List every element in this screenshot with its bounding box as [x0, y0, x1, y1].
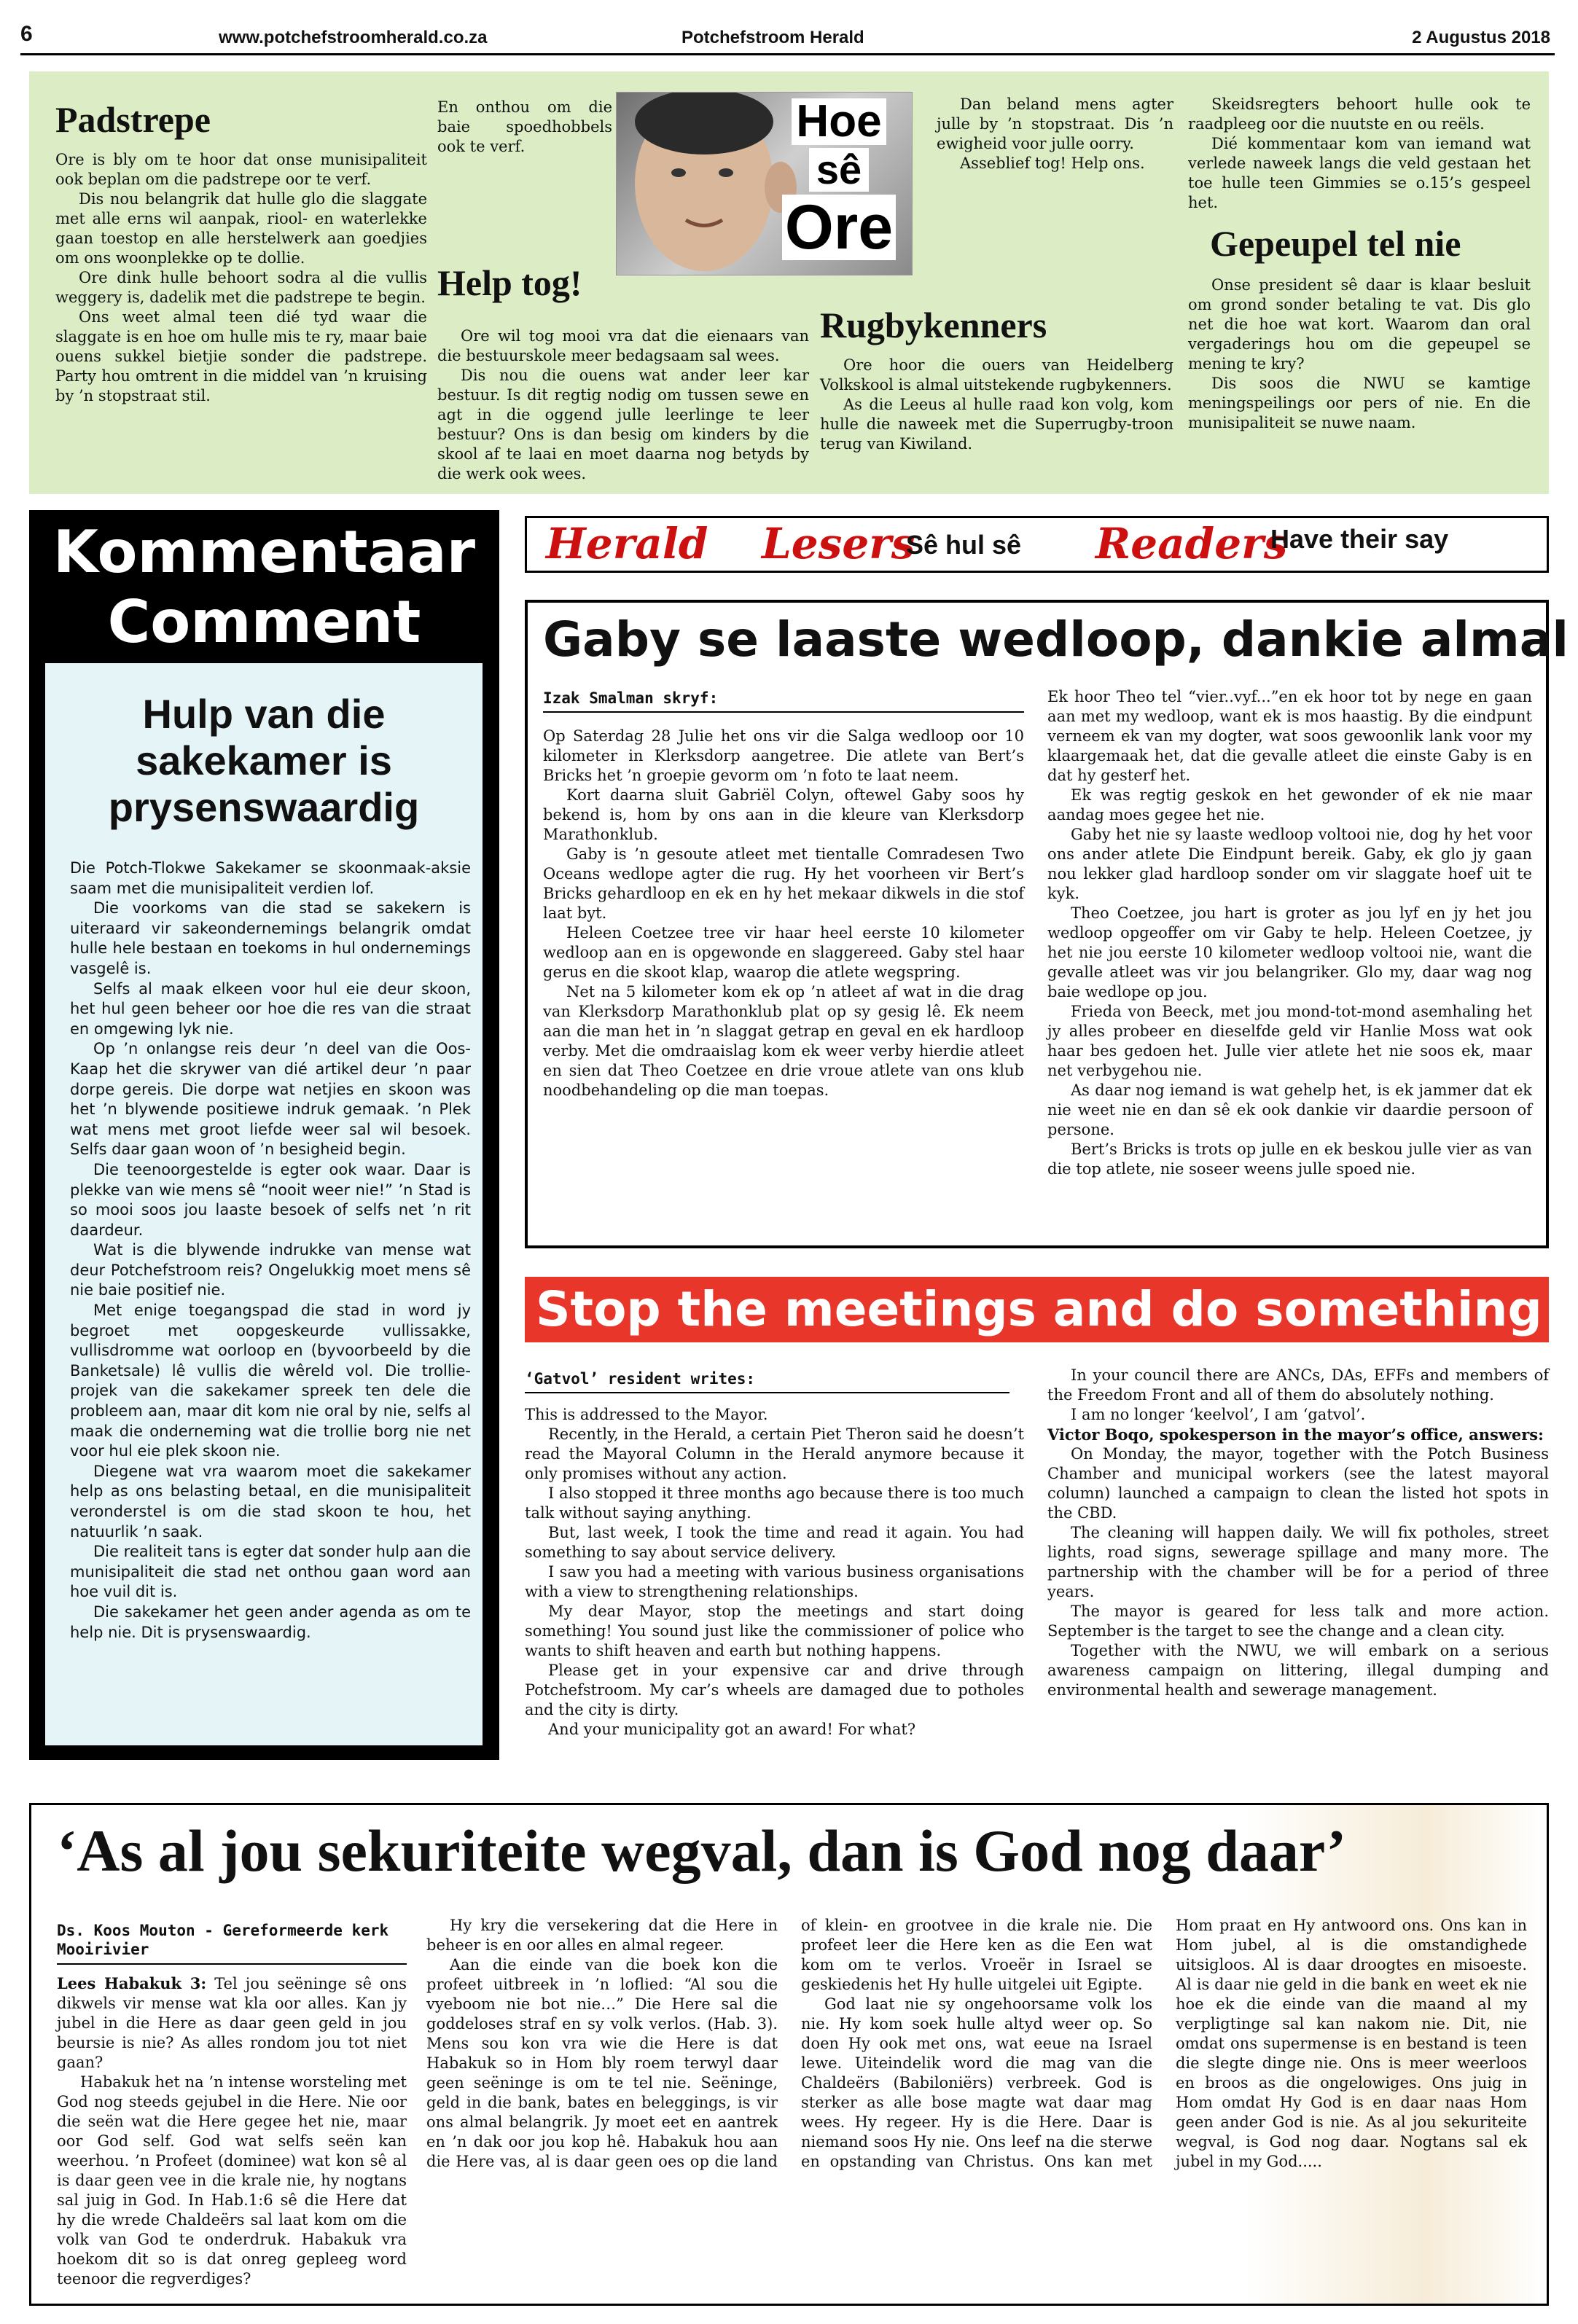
banner-readers: Readers: [1095, 519, 1288, 568]
paragraph: Die sakekamer het geen ander agenda as om te help nie. Dit is prysenswaardig.: [70, 1603, 471, 1641]
paragraph: Onse president sê daar is klaar besluit om grond sonder betaling te vat. Dis glo net die hoe wat kort. Waarom dan oral vergaderings hou om die gepeupel se mening te kry?: [1188, 276, 1531, 372]
paragraph: Dis nou belangrik dat hulle glo die slaggate met alle erns wil aanpak, riool- en waterlekke gaan toestop en alle herstelwerk aan goedjies om ons woonplekke op te dollie.: [55, 190, 427, 267]
paragraph: Aan die einde van die boek kon die profeet uitbreek in ’n loflied: “Al sou die vyeboom nie bot nie…” Die Here sal die goddeloses straf en sy volk verlos. (Hab. 3). Mens sou kon vra wie die Here is dat Habakuk so in Hom bly roem terwyl daar geen seëninge is om te tel nie. Seëninge, geld in die bank, bates en beleggings, is vir ons almal belangrik. Jy moet eet en aantrek en ’n dak oor jou kop hê. Habakuk hou aan die Here vas, al is daar geen oes op die land of klein- en grootvee in die krale nie. Die profeet leer die Here ken as die Een wat kom om te verlos. Vroeër in Israel se geskiedenis het Hy hulle uitgelei uit Egipte.: [426, 1917, 1152, 2170]
paragraph: En onthou om die baie spoedhobbels ook te verf.: [437, 98, 612, 155]
paragraph: Hy kry die versekering dat die Here in beheer is en oor alles en almal regeer.: [426, 1917, 778, 1954]
issue-date: 2 Augustus 2018: [1412, 28, 1550, 47]
paragraph: Die voorkoms van die stad se sakekern is uiteraard vir sakeondernemings belangrik omdat hulle hele bestaan en toekoms in hul ondernemings vasgelê is.: [70, 899, 471, 977]
letters-banner: [525, 516, 1549, 573]
logo-ore: Ore: [782, 195, 896, 260]
paragraph: In your council there are ANCs, DAs, EFFs and members of the Freedom Front and all of them do absolutely nothing.: [1047, 1366, 1549, 1404]
church-column-title: ‘As al jou sekuriteite wegval, dan is God nog daar’: [57, 1818, 1347, 1884]
paragraph: My dear Mayor, stop the meetings and start doing something! You sound just like the commissioner of police who wants to shift heaven and earth but nothing happens.: [525, 1603, 1024, 1659]
paragraph: Ore hoor die ouers van Heidelberg Volkskool is almal uitstekende rugbykenners.: [820, 356, 1173, 394]
paragraph: Skeidsregters behoort hulle ook te raadpleeg oor die nuutste en ou reëls.: [1188, 95, 1531, 133]
paragraph: Theo Coetzee, jou hart is groter as jou lyf en jy het jou wedloop opgeoffer om vir Gaby te help. Heleen Coetzee, jy het nie jou eerste 10 kilometer wedloop voltooi nie, want die gevalle atleet was vir jou belangriker. Glo my, daar wag nog baie wedlope op jou.: [1047, 904, 1532, 1001]
help-tog-continued: [937, 95, 1173, 173]
website-url[interactable]: www.potchefstroomherald.co.za: [219, 28, 488, 47]
banner-herald: Herald: [546, 519, 708, 568]
byline-rule: [57, 1963, 407, 1965]
logo-se: sê: [809, 148, 869, 192]
paragraph: Gaby is ’n gesoute atleet met tientalle Comradesen Two Oceans wedlope agter die rug. Hy het voorheen vir Bert’s Bricks gehardloop en ek en hy het mekaar dikwels in die stof laat byt.: [543, 845, 1024, 922]
paragraph: God laat nie sy ongehoorsame volk los nie. Hy kom soek hulle altyd weer op. So doen Hy ook met ons, wat eeue na Israel lewe. Uiteindelik word die mag van die Chaldeërs (Babiloniërs) verbreek. God is sterker as alle bose magte wat daar mag wees. Hy regeer. Hy is die Here. Daar is niemand soos Hy nie. Ons leef na die sterwe en opstanding van Christus. Ons kan met Hom praat en Hy antwoord ons. Ons kan in Hom jubel, al is die omstandighede uitsigloos. Al is daar droogtes en misoeste. Al is daar nie geld in die bank en weet ek nie hoe ek die einde van die maand al my verpligtinge sal kan nakom nie. Dit, nie omdat ons supermense is en bestand is teen die slegte dinge nie. Ons is meer weerloos en broos as die ongelowiges. Ons juig in Hom omdat Hy God is en daar naas Hom geen ander God is nie. As al jou sekuriteite wegval, is God nog daar. Nogtans sal ek jubel in my God.....: [801, 1917, 1527, 2170]
paragraph: This is addressed to the Mayor.: [525, 1406, 768, 1423]
church-byline: Ds. Koos Mouton - Gereformeerde kerk Mooirivier: [57, 1922, 389, 1958]
scripture-reference: Lees Habakuk 3:: [57, 1974, 207, 1992]
paragraph: Bert’s Bricks is trots op julle en ek beskou julle vier as van die top atlete, nie soseer weens julle spoed nie.: [1047, 1141, 1532, 1178]
paragraph: Diegene wat vra waarom moet die sakekamer help as ons belasting betaal, en die munisipaliteit veronderstel is om die stad skoon te hou, het natuurlik ’n saak.: [70, 1462, 471, 1541]
paragraph: As daar nog iemand is wat gehelp het, is ek jammer dat ek nie weet nie en dan sê ek ook dankie vir daardie persoon of persone.: [1047, 1081, 1532, 1138]
paragraph: Please get in your expensive car and drive through Potchefstroom. My car’s wheels are damaged due to potholes and the city is dirty.: [525, 1662, 1024, 1718]
paper-name: Potchefstroom Herald: [681, 28, 864, 47]
letter-gaby-title: Gaby se laaste wedloop, dankie almal: [543, 611, 1569, 668]
paragraph: Heleen Coetzee tree vir haar heel eerste 10 kilometer wedloop aan en is opgewonde en slaggereed. Gaby stel haar gerus en die skoot klap, waarop die atlete wegspring.: [543, 924, 1024, 981]
paragraph: Op ’n onlangse reis deur ’n deel van die Oos-Kaap het die skrywer van dié artikel deur ’n paar dorpe gereis. Die dorpe wat netjies en skoon was het ’n blywende positiewe indruk gemaak. ’n Plek wat mens met groot liefde weer sal wil besoek. Selfs daar gaan woon of ’n besigheid begin.: [70, 1040, 471, 1159]
gepeupel-title: Gepeupel tel nie: [1210, 223, 1461, 264]
paragraph: Dan beland mens agter julle by ’n stopstraat. Dis ’n ewigheid voor julle oorry.: [937, 95, 1173, 152]
paragraph: Die realiteit tans is egter dat sonder hulp aan die munisipaliteit die stad net onthou gaan word aan hoe vuil dit is.: [70, 1543, 471, 1601]
paragraph: Ore is bly om te hoor dat onse munisipaliteit ook beplan om die padstrepe oor te verf.: [55, 151, 427, 188]
paragraph: Die teenoorgestelde is egter ook waar. Daar is plekke van wie mens sê “nooit weer nie!” ’n Stad is so mooi soos jou laaste besoek of selfs net ’n rit daardeur.: [70, 1160, 471, 1239]
reply-heading: Victor Boqo, spokesperson in the mayor’s office, answers:: [1047, 1425, 1544, 1444]
paragraph: Ek hoor Theo tel “vier..vyf...”en ek hoor tot by nege en gaan aan met my wedloop, want ek is mos haastig. By die eindpunt verneem ek van my dogter, wat soos gewoonlik lank voor my klaargemaak het, dat die gevalle atleet die einste Gaby is en dat hy gesterf het.: [1047, 688, 1532, 784]
header-rule: [20, 53, 1555, 55]
paragraph: I also stopped it three months ago because there is too much talk without saying anything.: [525, 1484, 1024, 1522]
paragraph: Ore dink hulle behoort sodra al die vullis weggery is, dadelik met die padstrepe te begin.: [55, 269, 427, 306]
comment-body: [70, 858, 471, 1643]
paragraph: I saw you had a meeting with various business organisations with a view to strengthening relationships.: [525, 1563, 1024, 1600]
help-tog-body: [437, 326, 809, 484]
paragraph: Ons weet almal teen dié tyd waar die slaggate is en hoe om hulle mis te ry, maar baie ouens sukkel bietjie sonder die padstrepe. Party hou omtrent in die middel van ’n kruising by ’n stopstraat stil.: [55, 308, 427, 404]
padstrepe-article: [55, 99, 427, 406]
banner-have-their-say: Have their say: [1270, 524, 1449, 554]
letter-meetings-title: Stop the meetings and do something: [536, 1281, 1542, 1337]
logo-hoe: Hoe: [792, 98, 886, 145]
letter-meetings-col1: [525, 1405, 1024, 1740]
hoe-se-ore-column: [29, 71, 1549, 494]
paragraph: Met enige toegangspad die stad in word jy begroet met oopgeskeurde vullissakke, vullisdromme wat oorloop en (byvoorbeeld by die Banketsale) lê vullis die wêreld vol. Die trollie-projek van die sakekamer spreek ten dele die probleem aan, maar dit kom nie oral by nie, selfs al maak die onderneming wat die trollie borg nie net voor hul eie plek skoon nie.: [70, 1302, 471, 1460]
paragraph: Ore wil tog mooi vra dat die eienaars van die bestuurskole meer bedagsaam sal wees.: [437, 327, 809, 364]
paragraph: Kort daarna sluit Gabriël Colyn, oftewel Gaby soos hy bekend is, hom by ons aan in die kleure van Klerksdorp Marathonklub.: [543, 786, 1024, 843]
rugbykenners-article: [820, 305, 1173, 454]
paragraph: But, last week, I took the time and read it again. You had something to say about service delivery.: [525, 1524, 1024, 1561]
banner-se-hul-se: Sê hul sê: [906, 530, 1022, 560]
padstrepe-continued: [437, 98, 612, 157]
paragraph: Selfs al maak elkeen voor hul eie deur skoon, het hul geen beheer oor hoe die res van die straat en omgewing lyk nie.: [70, 979, 471, 1038]
paragraph: Frieda von Beeck, met jou mond-tot-mond asemhaling het jy alles probeer en dieselfde geld vir Hanlie Moss wat ook haar bes gedoen het. Julle vier atlete het nie soos ek, maar net verbygehou nie.: [1047, 1003, 1532, 1079]
paragraph: Wat is die blywende indrukke van mense wat deur Potchefstroom reis? Ongelukkig moet mens sê nie baie positief nie.: [70, 1241, 471, 1299]
help-tog-article: [437, 262, 620, 318]
paragraph: Gaby het nie sy laaste wedloop voltooi nie, dog hy het voor ons ander atlete Die Eindpunt bereik. Gaby, ek glo jy gaan nou lekker glad hardloop sonder om vir slaggate hoef uit te kyk.: [1047, 826, 1532, 902]
paragraph: Habakuk het na ’n intense worsteling met God nog steeds gejubel in die Here. Nie oor die seën wat die Here gegee het nie, maar oor God self. God wat selfs seën kan weerhou. ’n Profeet (dominee) wat kon sê al is daar geen vee in die krale nie, hy nogtans sal juig in God. In Hab.1:6 sê die Here dat hy die wrede Chaldeërs sal laat kom om die volk van God te onderdruk. Habakuk vra hoekom dit so is dat onreg gepleeg word teenoor die regverdiges?: [57, 2073, 407, 2288]
paragraph: The mayor is geared for less talk and more action. September is the target to see the change and a clean city.: [1047, 1603, 1549, 1640]
paragraph: Together with the NWU, we will embark on a serious awareness campaign on littering, illegal dumping and environmental health and sewerage management.: [1047, 1642, 1549, 1699]
paragraph: As die Leeus al hulle raad kon volg, kom hulle die naweek met die Superrugby-troon terug van Kiwiland.: [820, 396, 1173, 453]
byline-rule: [543, 711, 1024, 713]
letter-gaby-byline: Izak Smalman skryf:: [543, 689, 719, 707]
paragraph: I am no longer ‘keelvol’, I am ‘gatvol’.: [1071, 1406, 1366, 1423]
paragraph: On Monday, the mayor, together with the Potch Business Chamber and municipal workers (see the latest mayoral column) launched a campaign to clean the listed hot spots in the CBD.: [1047, 1445, 1549, 1522]
paragraph: Ek was regtig geskok en het gewonder of ek nie maar aandag moes gegee het nie.: [1047, 786, 1532, 823]
byline-rule: [525, 1392, 1009, 1393]
paragraph: And your municipality got an award! For what?: [548, 1721, 916, 1738]
paragraph: Net na 5 kilometer kom ek op ’n atleet af wat in die drag van Klerksdorp Marathonklub plat op sy gesig lê. Ek neem aan die man het in ’n slaggat getrap en geval en ek hardloop verby. Met die omdraaislag kom ek weer verby hierdie atleet en sien dat Theo Coetzee en drie vroue atlete van ons klub noodbehandeling op die man toepas.: [543, 983, 1024, 1099]
church-col1: [57, 1973, 407, 2289]
hoe-se-ore-logo-photo: [616, 92, 913, 275]
comment-title: Comment: [107, 588, 421, 656]
letter-meetings-col2: [1047, 1366, 1549, 1700]
comment-masthead: [29, 517, 499, 657]
paragraph: Dié kommentaar kom van iemand wat verlede naweek langs die veld gestaan het toe hulle teen Gimmies se o.15’s gespeel het.: [1188, 135, 1531, 211]
banner-lesers: Lesers: [762, 519, 915, 568]
paragraph: [57, 1973, 407, 2073]
kommentaar-title: Kommentaar: [52, 518, 476, 586]
paragraph: Dis nou die ouens wat ander leer kar bestuur. Is dit regtig nodig om tussen sewe en agt in die oggend julle leerlinge te leer bestuur? Ons is dan besig om kinders by die skool af te laai en moet daarna nog betyds by die werk ook wees.: [437, 367, 809, 482]
paragraph: Op Saterdag 28 Julie het ons vir die Salga wedloop oor 10 kilometer in Klerksdorp aangetree. Die atlete van Bert’s Bricks het ’n groepie gevorm om ’n foto te laat neem.: [543, 727, 1024, 784]
church-cols-2-4: [426, 1916, 1527, 2237]
paragraph: Asseblief tog! Help ons.: [960, 154, 1145, 172]
paragraph-text: Tel jou seëninge sê ons dikwels vir mense wat kla oor alles. Kan jy jubel in die Here as daar geen geld in jou beursie is nie? As alles rondom jou tot niet gaan?: [57, 1975, 407, 2071]
letter-gaby-col2: [1047, 687, 1532, 1179]
padstrepe-title: Padstrepe: [55, 99, 211, 140]
letter-meetings-byline: ‘Gatvol’ resident writes:: [525, 1370, 756, 1388]
paragraph: Recently, in the Herald, a certain Piet Theron said he doesn’t read the Mayoral Column in the Herald anymore because it only promises without any action.: [525, 1425, 1024, 1482]
rugbykenners-title: Rugbykenners: [820, 305, 1047, 345]
page-number: 6: [20, 22, 33, 46]
paragraph: Die Potch-Tlokwe Sakekamer se skoonmaak-aksie saam met die munisipaliteit verdien lof.: [70, 859, 471, 897]
rugbykenners-continued: [1188, 95, 1531, 433]
comment-headline: Hulp van die sakekamer is prysenswaardig: [108, 691, 420, 830]
letter-gaby-col1: [543, 727, 1024, 1100]
paragraph: Dis soos die NWU se kamtige meningspeilings oor pers of nie. En die munisipaliteit se nuwe naam.: [1188, 375, 1531, 431]
paragraph: The cleaning will happen daily. We will fix potholes, street lights, road signs, sewerage spillage and many more. The partnership with the chamber will be for a period of three years.: [1047, 1524, 1549, 1600]
help-tog-title: Help tog!: [437, 262, 582, 303]
